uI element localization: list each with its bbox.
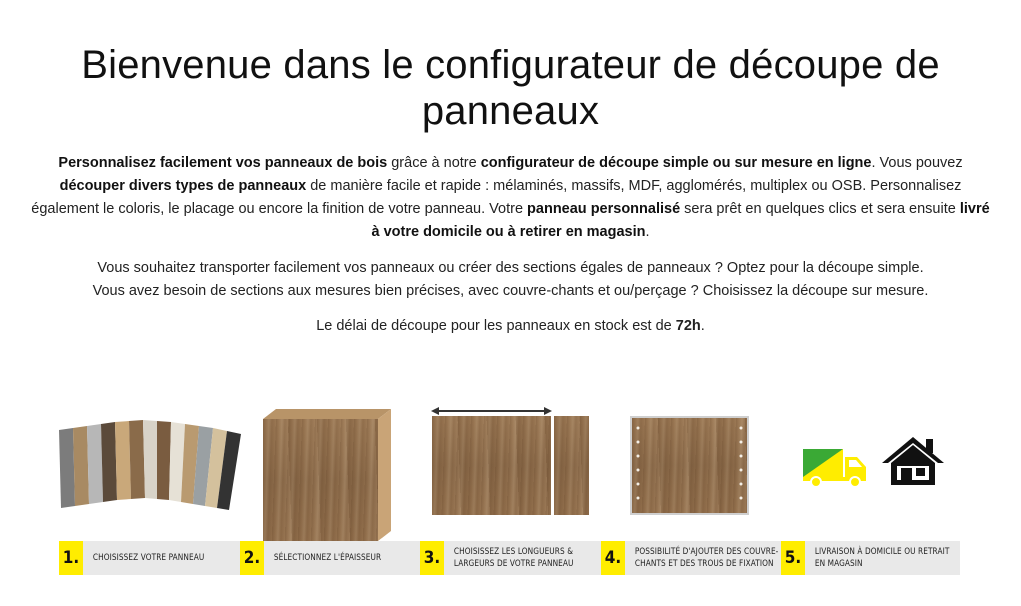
intro-bold-5: découper divers types de panneaux bbox=[59, 178, 307, 194]
page-title bbox=[0, 42, 1021, 134]
step-label: SÉLECTIONNEZ L'ÉPAISSEUR bbox=[273, 553, 382, 563]
step-1 bbox=[59, 541, 231, 575]
step-label bbox=[444, 546, 574, 570]
step-number: 1. bbox=[59, 541, 83, 575]
lead-time-text: Le délai de découpe pour les panneaux en stock est de bbox=[316, 318, 676, 334]
step-5 bbox=[781, 541, 981, 575]
step-2 bbox=[240, 541, 407, 575]
step-label-line1: LIVRAISON À DOMICILE OU RETRAIT bbox=[814, 547, 950, 557]
intro-text-6: de manière facile et rapide : mélaminés, massifs, MDF, agglomérés, multiplex ou OSB. Personnalisez également le coloris, le placage ou encore la finition de votre panneau. Votre bbox=[31, 178, 962, 217]
intro-text-10: . bbox=[645, 224, 650, 240]
step-label-line2: EN MAGASIN bbox=[814, 559, 863, 569]
cut-options-line1: Vous souhaitez transporter facilement vos panneaux ou créer des sections égales de panneaux ? Optez pour la découpe simple. bbox=[97, 260, 924, 276]
step-number: 4. bbox=[601, 541, 625, 575]
step-label-line2: CHANTS ET DES TROUS DE FIXATION bbox=[634, 559, 774, 569]
lead-time-end: . bbox=[700, 318, 705, 334]
intro-text-2: grâce à notre bbox=[387, 155, 481, 171]
intro-text-8: sera prêt en quelques clics et sera ensuite bbox=[680, 201, 960, 217]
panel-samples-image bbox=[59, 418, 241, 510]
house-icon bbox=[882, 435, 944, 487]
step-number: 2. bbox=[240, 541, 264, 575]
cut-options-line2: Vous avez besoin de sections aux mesures bien précises, avec couvre-chants et ou/perçage ? Choisissez la découpe sur mesure. bbox=[92, 283, 929, 299]
panel-small-section bbox=[554, 416, 589, 515]
panel-thickness-image bbox=[263, 409, 391, 541]
page-title-line1: Bienvenue dans le configurateur de découpe de bbox=[81, 43, 940, 87]
panel-large-section bbox=[432, 416, 551, 515]
step-label-line2: LARGEURS DE VOTRE PANNEAU bbox=[453, 559, 574, 569]
intro-bold-1: Personnalisez facilement vos panneaux de bois bbox=[58, 155, 388, 171]
delivery-truck-icon bbox=[803, 447, 867, 489]
step-3 bbox=[420, 541, 602, 575]
intro-paragraph bbox=[30, 152, 991, 244]
lead-time-paragraph bbox=[30, 315, 991, 338]
intro-bold-3: configurateur de découpe simple ou sur mesure en ligne bbox=[480, 155, 872, 171]
lead-time-value: 72h bbox=[675, 318, 701, 334]
step-number: 5. bbox=[781, 541, 805, 575]
step-number: 3. bbox=[420, 541, 444, 575]
cut-options-paragraph bbox=[30, 257, 991, 303]
page-title-line2: panneaux bbox=[421, 89, 600, 133]
step-label: CHOISISSEZ VOTRE PANNEAU bbox=[92, 553, 205, 563]
intro-bold-7: panneau personnalisé bbox=[527, 201, 681, 217]
step-label bbox=[625, 546, 778, 570]
step-label bbox=[805, 546, 949, 570]
intro-bold-9: livré à votre domicile ou à retirer en magasin bbox=[371, 201, 990, 240]
intro-text-4: . Vous pouvez bbox=[871, 155, 963, 171]
step-label-line1: POSSIBILITÉ D'AJOUTER DES COUVRE- bbox=[634, 547, 779, 557]
panel-edging-image bbox=[630, 416, 749, 515]
step-label-line1: CHOISISSEZ LES LONGUEURS & bbox=[453, 547, 574, 557]
